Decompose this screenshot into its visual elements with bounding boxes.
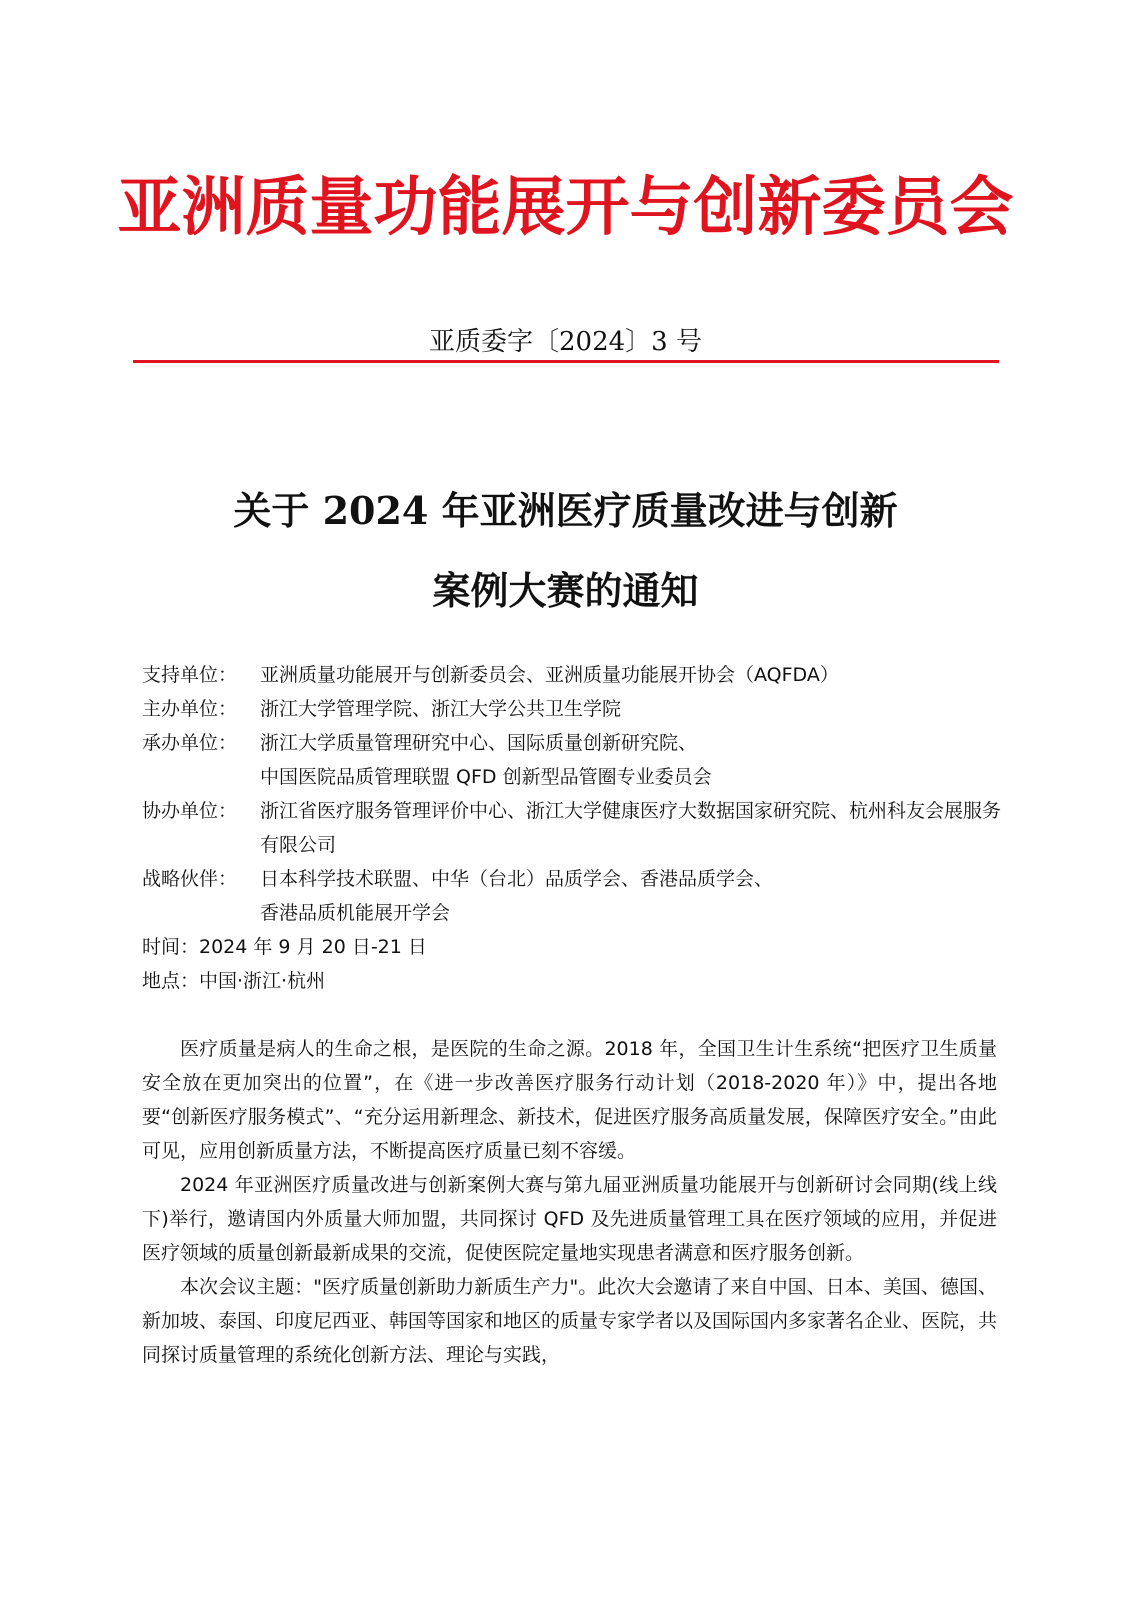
organizer-value-line-1: 浙江大学质量管理研究中心、国际质量创新研究院、 [260,732,698,754]
partner-row [142,862,1002,930]
paragraph-1: 医疗质量是病人的生命之根，是医院的生命之源。2018 年，全国卫生计生系统“把医疗卫生质量安全放在更加突出的位置”，在《进一步改善医疗服务行动计划（2018-2020 年）》中，提出各地要“创新医疗服务模式”、“充分运用新理念、新技术，促进医疗服务高质量发展，保障医疗安全。”由此可见，应用创新质量方法，不断提高医疗质量已刻不容缓。 [142,1038,997,1162]
event-place: 地点：中国·浙江·杭州 [142,970,326,992]
support-label: 支持单位： [142,664,238,686]
document-number: 亚质委字〔2024〕3 号 [429,327,702,357]
body-text [142,1032,997,1372]
host-value: 浙江大学管理学院、浙江大学公共卫生学院 [260,698,622,720]
co-organizer-label: 协办单位： [142,800,238,822]
organizer-value-line-2: 中国医院品质管理联盟 QFD 创新型品管圈专业委员会 [260,766,712,788]
organizer-label: 承办单位： [142,732,238,754]
partner-label: 战略伙伴： [142,868,238,890]
host-row [142,692,1002,726]
support-row [142,658,1002,692]
organization-title: 亚洲质量功能展开与创新委员会 [117,170,1014,245]
notice-title-line-2: 案例大赛的通知 [432,568,699,613]
red-divider-line [133,360,999,363]
support-value: 亚洲质量功能展开与创新委员会、亚洲质量功能展开协会（AQFDA） [260,664,839,686]
paragraph-2: 2024 年亚洲医疗质量改进与创新案例大赛与第九届亚洲质量功能展开与创新研讨会同期(线上线下)举行，邀请国内外质量大师加盟，共同探讨 QFD 及先进质量管理工具在医疗领域的应用，并促进医疗领域的质量创新最新成果的交流，促使医院定量地实现患者满意和医疗服务创新。 [142,1174,997,1264]
partner-value-line-1: 日本科学技术联盟、中华（台北）品质学会、香港品质学会、 [260,868,774,890]
co-organizer-value: 浙江省医疗服务管理评价中心、浙江大学健康医疗大数据国家研究院、杭州科友会展服务有限公司 [260,800,1002,856]
host-label: 主办单位： [142,698,238,720]
organizer-row [142,726,1002,794]
event-info-block [142,658,1002,998]
paragraph-3: 本次会议主题："医疗质量创新助力新质生产力"。此次大会邀请了来自中国、日本、美国、德国、新加坡、泰国、印度尼西亚、韩国等国家和地区的质量专家学者以及国际国内多家著名企业、医院，共同探讨质量管理的系统化创新方法、理论与实践， [142,1276,998,1366]
partner-value-line-2: 香港品质机能展开学会 [260,902,451,924]
notice-title-line-1: 关于 2024 年亚洲医疗质量改进与创新 [233,488,898,533]
event-time: 时间：2024 年 9 月 20 日-21 日 [142,936,427,958]
co-organizer-row [142,794,1002,862]
